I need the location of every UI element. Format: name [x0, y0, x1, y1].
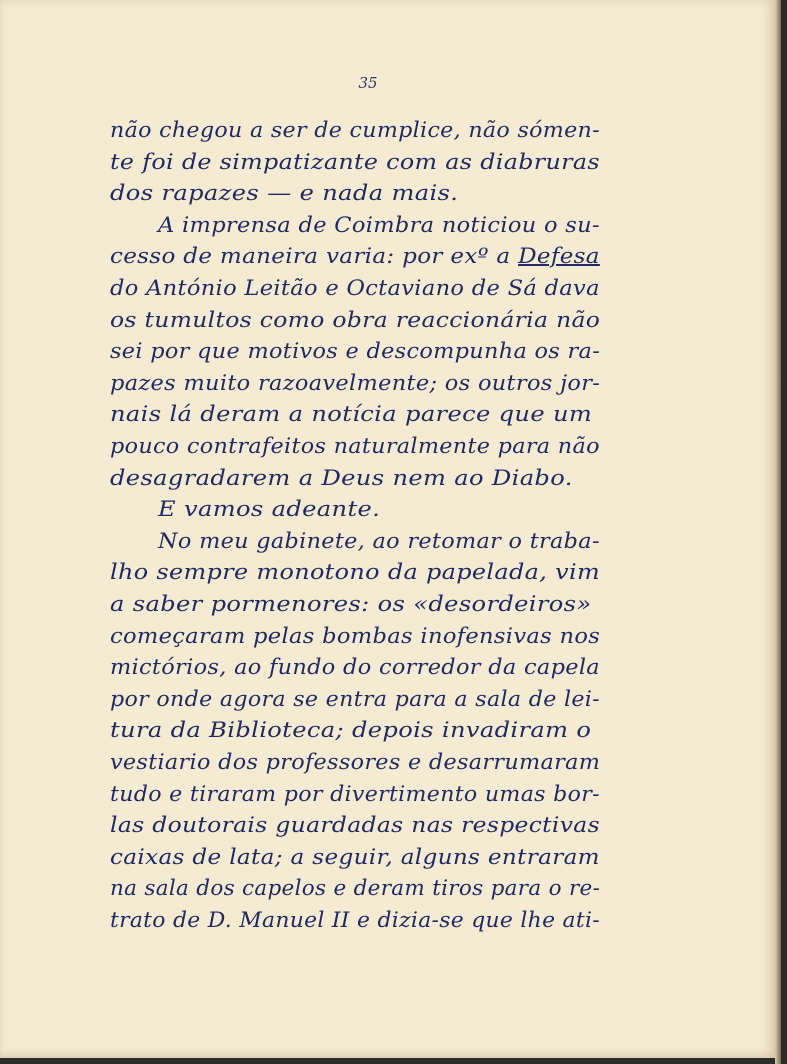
- manuscript-line: [110, 118, 600, 142]
- manuscript-line-text: tura da Biblioteca; depois invadiram o: [110, 718, 592, 743]
- manuscript-line-text: os tumultos como obra reaccionária não: [110, 307, 601, 332]
- manuscript-line-text: lho sempre monotono da papelada, vim: [110, 560, 601, 585]
- manuscript-line: [110, 308, 600, 332]
- manuscript-line-text: mictórios, ao fundo do corredor da capela: [110, 655, 600, 680]
- manuscript-line: [110, 782, 600, 806]
- manuscript-line-text: desagradarem a Deus nem ao Diabo.: [110, 465, 573, 490]
- manuscript-line-text: No meu gabinete, ao retomar o traba-: [158, 528, 600, 553]
- manuscript-line-text: na sala dos capelos e deram tiros para o re-: [110, 876, 601, 901]
- manuscript-line: [110, 560, 600, 584]
- manuscript-line: [110, 624, 600, 648]
- manuscript-line: [110, 750, 600, 774]
- manuscript-line-text: A imprensa de Coimbra noticiou o su-: [158, 212, 600, 237]
- manuscript-line-text: trato de D. Manuel II e dizia-se que lhe ati-: [110, 908, 600, 932]
- manuscript-line-text: tudo e tiraram por divertimento umas bor-: [110, 781, 600, 806]
- manuscript-line: [158, 529, 600, 553]
- manuscript-line: [110, 718, 591, 742]
- manuscript-line-text: sei por que motivos e descompunha os ra-: [110, 339, 601, 364]
- manuscript-line: [110, 276, 600, 300]
- manuscript-line-text: a saber pormenores: os «desordeiros»: [110, 592, 592, 616]
- manuscript-line: [110, 908, 600, 932]
- manuscript-line: [110, 845, 600, 869]
- manuscript-line: [110, 402, 592, 426]
- manuscript-line-text: nais lá deram a notícia parece que um: [110, 402, 593, 427]
- manuscript-line: [110, 244, 600, 268]
- underlined-word: Defesa: [518, 244, 600, 269]
- manuscript-line-text: caixas de lata; a seguir, alguns entraram: [110, 844, 600, 869]
- manuscript-line: [110, 813, 600, 837]
- manuscript-line: [110, 181, 458, 205]
- manuscript-line-text: vestiario dos professores e desarrumaram: [110, 750, 601, 774]
- manuscript-line-text: por onde agora se entra para a sala de lei-: [110, 686, 600, 711]
- manuscript-line-text: cesso de maneira varia: por exº a: [110, 244, 511, 269]
- manuscript-line-text: dos rapazes — e nada mais.: [110, 181, 459, 206]
- manuscript-line-text: do António Leitão e Octaviano de Sá dava: [110, 276, 600, 300]
- manuscript-line-text: pazes muito razoavelmente; os outros jor-: [110, 370, 601, 395]
- manuscript-line: [110, 876, 600, 900]
- manuscript-line: [110, 466, 573, 490]
- manuscript-line-text: não chegou a ser de cumplice, não sómen-: [110, 118, 600, 142]
- manuscript-line: [110, 592, 591, 616]
- page-edge: [775, 0, 781, 1064]
- manuscript-line-text: E vamos adeante.: [158, 497, 381, 522]
- manuscript-line: [110, 371, 600, 395]
- manuscript-line-text: las doutorais guardadas nas respectivas: [110, 813, 600, 838]
- page-number: 35: [358, 74, 378, 92]
- manuscript-line-text: te foi de simpatizante com as diabruras: [110, 149, 600, 174]
- manuscript-line: [110, 150, 600, 174]
- manuscript-line: [158, 213, 600, 237]
- manuscript-line: [110, 434, 600, 458]
- manuscript-line-text: começaram pelas bombas inofensivas nos: [110, 623, 601, 648]
- manuscript-line: [158, 497, 380, 521]
- manuscript-line: [110, 339, 600, 363]
- manuscript-line-text: pouco contrafeitos naturalmente para não: [110, 434, 600, 458]
- manuscript-line: [110, 655, 600, 679]
- manuscript-line: [110, 687, 600, 711]
